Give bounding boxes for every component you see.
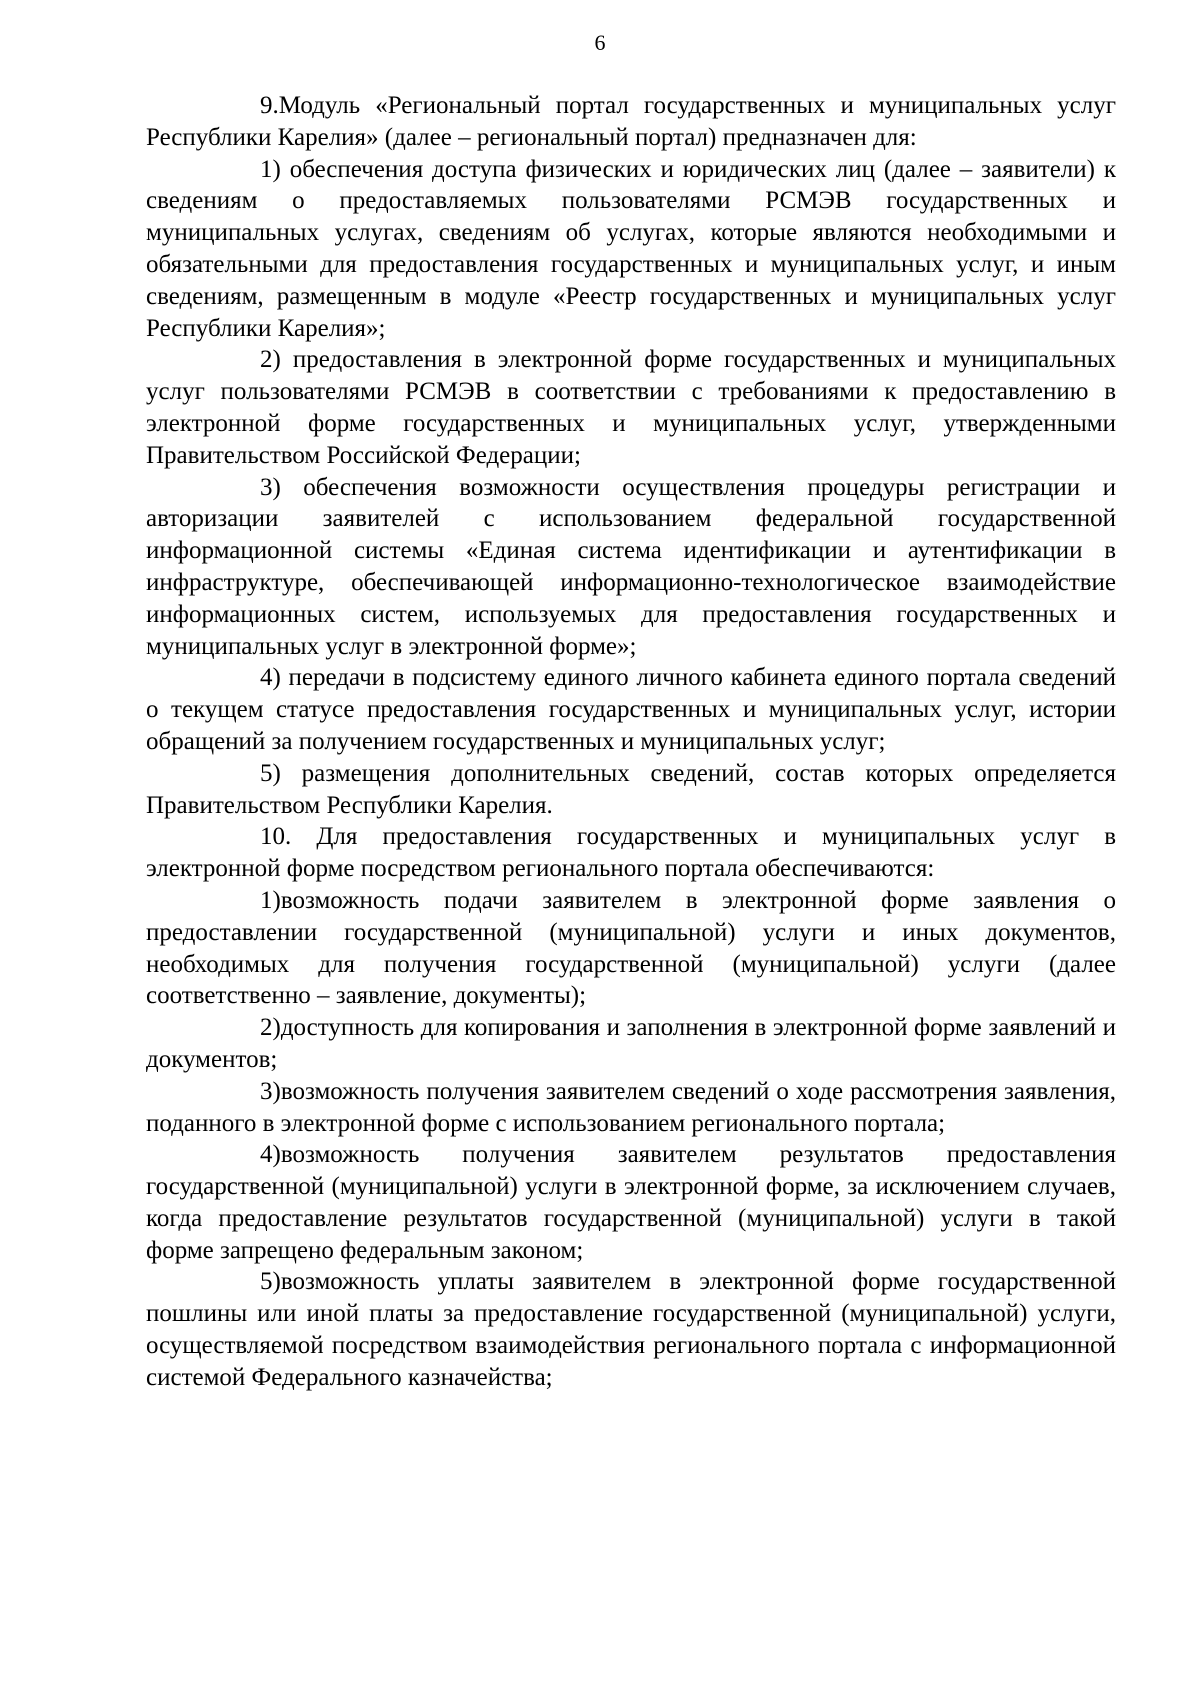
list-item-number: 1) xyxy=(260,155,281,183)
paragraph-9 xyxy=(146,90,1116,154)
list-item-text: обеспечения доступа физических и юридических лиц (далее – заявители) к сведениям о предоставляемых пользователями РСМЭВ государственных и муниципальных услугах, сведениям об услугах, которые являются необходимыми и обязательными для предоставления государственных и муниципальных услуг, и иным сведениям, размещенным в модуле «Реестр государственных и муниципальных услуг Республики Карелия»; xyxy=(146,155,1116,342)
list-item-9-1 xyxy=(146,154,1116,345)
document-body xyxy=(146,90,1116,1394)
list-item-text: размещения дополнительных сведений, состав которых определяется Правительством Республики Карелия. xyxy=(146,759,1117,819)
list-item-number: 1) xyxy=(260,886,281,914)
list-item-10-1 xyxy=(146,885,1116,1012)
paragraph-text: Модуль «Региональный портал государственных и муниципальных услуг Республики Карелия» (далее – региональный портал) предназначен для: xyxy=(146,92,1116,151)
list-item-number: 4) xyxy=(260,664,281,692)
list-item-9-5 xyxy=(146,758,1116,822)
list-item-text: возможность подачи заявителем в электронной форме заявления о предоставлении государственной (муниципальной) услуги и иных документов, необходимых для получения государственной (муниципальной) услуги (далее соответственно – заявление, документы); xyxy=(146,886,1116,1010)
list-item-number: 3) xyxy=(260,473,281,501)
paragraph-10 xyxy=(146,821,1116,885)
list-item-10-5 xyxy=(146,1266,1116,1393)
paragraph-number: 9. xyxy=(260,92,279,119)
list-item-9-4 xyxy=(146,662,1116,757)
list-item-text: возможность получения заявителем результатов предоставления государственной (муниципальной) услуги в электронной форме, за исключением случаев, когда предоставление результатов государственной (муниципальной) услуги в такой форме запрещено федеральным законом; xyxy=(146,1141,1116,1264)
list-item-number: 2) xyxy=(260,1014,281,1042)
page-number: 6 xyxy=(594,30,606,55)
list-item-10-4 xyxy=(146,1139,1116,1266)
list-item-9-3 xyxy=(146,472,1116,663)
list-item-number: 3) xyxy=(260,1077,281,1105)
paragraph-number: 10. xyxy=(260,823,292,851)
list-item-text: возможность получения заявителем сведений о ходе рассмотрения заявления, поданного в электронной форме с использованием регионального портала; xyxy=(146,1077,1116,1137)
list-item-10-3 xyxy=(146,1076,1116,1140)
list-item-number: 5) xyxy=(260,759,281,787)
list-item-number: 2) xyxy=(260,346,281,374)
list-item-text: предоставления в электронной форме государственных и муниципальных услуг пользователями РСМЭВ в соответствии с требованиями к предоставлению в электронной форме государственных и муниципальных услуг, утвержденными Правительством Российской Федерации; xyxy=(146,346,1117,469)
list-item-number: 4) xyxy=(260,1141,281,1169)
list-item-9-2 xyxy=(146,344,1116,471)
list-item-10-2 xyxy=(146,1012,1116,1076)
list-item-text: передачи в подсистему единого личного кабинета единого портала сведений о текущем статусе предоставления государственных и муниципальных услуг, истории обращений за получением государственных и муниципальных услуг; xyxy=(146,664,1116,755)
list-item-text: возможность уплаты заявителем в электронной форме государственной пошлины или иной платы за предоставление государственной (муниципальной) услуги, осуществляемой посредством взаимодействия регионального портала с информационной системой Федерального казначейства; xyxy=(146,1268,1116,1391)
list-item-text: обеспечения возможности осуществления процедуры регистрации и авторизации заявителей с использованием федеральной государственной информационной системы «Единая система идентификации и аутентификации в инфраструктуре, обеспечивающей информационно-технологическое взаимодействие информационных систем, используемых для предоставления государственных и муниципальных услуг в электронной форме»; xyxy=(146,473,1117,660)
paragraph-text: Для предоставления государственных и муниципальных услуг в электронной форме посредством регионального портала обеспечиваются: xyxy=(146,823,1116,883)
list-item-text: доступность для копирования и заполнения в электронной форме заявлений и документов; xyxy=(146,1014,1116,1073)
list-item-number: 5) xyxy=(260,1268,281,1296)
